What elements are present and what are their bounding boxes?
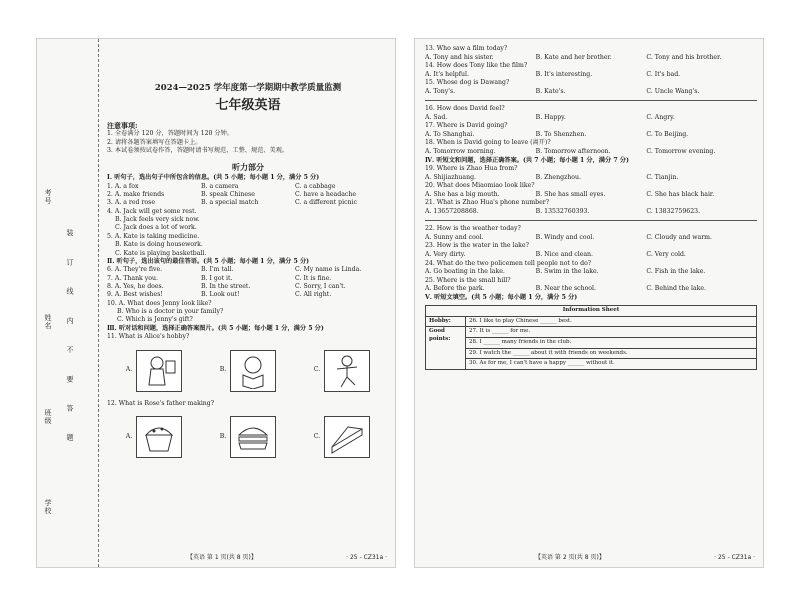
notes-heading: 注意事项: — [107, 121, 138, 131]
blank-26: 26. I like to play Chinese ______ best. — [466, 316, 757, 327]
question-8: 8. A. Yes, he does. B. In the street. C. Sorry, I can't. — [107, 283, 346, 290]
page-1-footer: 【英语 第 1 页(共 8 页)】 — [187, 554, 257, 561]
question-11-pictures: A. B. C. — [107, 344, 389, 398]
question-13-options: A. Tony and his sister. B. Kate and her brother. C. Tony and his brother. — [425, 53, 722, 61]
student-no-label: 考号 — [44, 189, 52, 205]
question-10: 10. A. What does Jenny look like? B. Who is a doctor in your family? C. Which is Jenny's gift? — [107, 299, 224, 324]
question-24: 24. What do the two policemen tell people not to do? — [425, 259, 592, 267]
binding-line-notice: 装 订 线 内 不 要 答 题 — [66, 229, 74, 451]
page-1-content — [107, 45, 389, 466]
girl-dancing-picture — [324, 350, 370, 392]
question-11: 11. What is Alice's hobby? — [107, 333, 190, 341]
question-12: 12. What is Rose's father making? — [107, 399, 215, 407]
class-label: 班级 — [44, 409, 52, 425]
information-sheet-title: Information Sheet — [426, 306, 757, 317]
question-15-options: A. Tony's. B. Kate's. C. Uncle Wang's. — [425, 87, 700, 95]
listening-heading: 听力部分 — [232, 161, 264, 172]
part-1-heading: Ⅰ. 听句子，选出句子中所包含的信息。(共 5 小题；每小题 1 分，满分 5 分) — [107, 174, 320, 182]
blank-29: 29. I watch the ______ about it with friends on weekends. — [466, 348, 757, 359]
page-2-code: · 25 - CZ31a · — [714, 554, 755, 561]
blank-27: 27. It is ______ for me. — [466, 327, 757, 338]
question-9: 9. A. Best wishes! B. Look out! C. All right. — [107, 291, 332, 299]
question-12-pictures: A. B. C. — [107, 410, 389, 464]
hamburger-picture — [230, 416, 276, 458]
subject-title: 七年级英语 — [215, 98, 281, 114]
exam-page-2 — [414, 38, 764, 568]
question-19: 19. Where is Zhao Hua from? — [425, 165, 518, 173]
page-2-content — [425, 45, 757, 370]
question-24-options: A. Go boating in the lake. B. Swim in the lake. C. Fish in the lake. — [425, 268, 706, 276]
girl-painting-picture — [136, 350, 182, 392]
note-1: 1. 全卷满分 120 分，答题时间为 120 分钟。 — [107, 130, 233, 138]
question-18-options: A. Tomorrow morning. B. Tomorrow afternoon. C. Tomorrow evening. — [425, 148, 716, 156]
question-19-options: A. Shijiazhuang. B. Zhengzhou. C. Tianjin. — [425, 173, 679, 181]
divider — [425, 220, 757, 221]
question-7: 7. A. Thank you. B. I got it. C. It is fine. — [107, 274, 332, 282]
question-25-options: A. Before the park. B. Near the school. C. Behind the lake. — [425, 285, 707, 293]
question-15: 15. Whose dog is Dawang? — [425, 79, 510, 87]
hobby-label: Hobby: — [426, 316, 466, 327]
question-3: 3. A. a red rose B. a special match C. a different picnic — [107, 199, 357, 207]
school-label: 学校 — [44, 499, 52, 515]
cupcake-picture — [136, 416, 182, 458]
question-4: 4. A. Jack will get some rest. B. Jack feels very sick now. C. Jack does a lot of work. — [107, 207, 200, 232]
question-5: 5. A. Kate is taking medicine. B. Kate is doing housework. C. Kate is playing basketball. — [107, 232, 207, 257]
question-23-options: A. Very dirty. B. Nice and clean. C. Very cold. — [425, 251, 686, 259]
question-17: 17. Where is David going? — [425, 122, 508, 130]
question-20: 20. What does Miaomiao look like? — [425, 182, 535, 190]
question-18: 18. When is David going to leave (离开)? — [425, 139, 551, 147]
question-16-options: A. Sad. B. Happy. C. Angry. — [425, 113, 675, 121]
question-17-options: A. To Shanghai. B. To Shenzhen. C. To Beijing. — [425, 130, 689, 138]
good-points-label: Good points: — [426, 327, 466, 369]
question-23: 23. How is the water in the lake? — [425, 242, 529, 250]
note-3: 3. 本试卷须按试卷作答，答题时请书写规范、工整、规范、美观。 — [107, 147, 289, 155]
divider — [425, 100, 757, 101]
part-3-heading: Ⅲ. 听对话和问题，选择正确答案图片。(共 5 小题；每小题 1 分，满分 5 分) — [107, 324, 324, 332]
part-5-heading: Ⅴ. 听短文填空。(共 5 小题；每小题 1 分，满分 5 分) — [425, 293, 578, 301]
information-sheet — [425, 305, 757, 369]
question-16: 16. How does David feel? — [425, 105, 505, 113]
question-21-options: A. 13657208868. B. 13532760393. C. 13832759623. — [425, 207, 701, 215]
question-13: 13. Who saw a film today? — [425, 45, 508, 52]
question-14-options: A. It's helpful. B. It's interesting. C. It's bad. — [425, 70, 681, 78]
binding-margin — [37, 39, 99, 567]
question-21: 21. What is Zhao Hua's phone number? — [425, 199, 550, 207]
part-2-heading: Ⅱ. 听句子，选出该句的最佳答语。(共 5 小题；每小题 1 分，满分 5 分) — [107, 257, 310, 265]
note-2: 2. 请将各题答案填写在答题卡上。 — [107, 138, 202, 146]
question-2: 2. A. make friends B. speak Chinese C. have a headache — [107, 191, 356, 199]
blank-30: 30. As for me, I can't have a happy ______ without it. — [466, 359, 757, 370]
question-14: 14. How does Tony like the film? — [425, 62, 528, 70]
page-2-footer: 【英语 第 2 页(共 8 页)】 — [535, 554, 605, 561]
name-label: 姓名 — [44, 314, 52, 330]
question-1: 1. A. a fox B. a camera C. a cabbage — [107, 182, 336, 190]
exam-title: 2024—2025 学年度第一学期期中教学质量监测 — [154, 83, 342, 93]
part-4-heading: Ⅳ. 听短文和问题，选择正确答案。(共 7 小题；每小题 1 分，满分 7 分) — [425, 156, 629, 164]
question-20-options: A. She has a big mouth. B. She has small eyes. C. She has black hair. — [425, 190, 715, 198]
girl-reading-picture — [230, 350, 276, 392]
question-22-options: A. Sunny and cool. B. Windy and cool. C. Cloudy and warm. — [425, 233, 713, 241]
question-6: 6. A. They're five. B. I'm tall. C. My name is Linda. — [107, 266, 362, 274]
question-22: 22. How is the weather today? — [425, 225, 521, 233]
exam-page-1 — [36, 38, 396, 568]
blank-28: 28. I ______ many friends in the club. — [466, 338, 757, 349]
page-1-code: · 25 - CZ31a · — [346, 554, 387, 561]
sandwich-picture — [324, 416, 370, 458]
question-25: 25. Where is the small hill? — [425, 276, 511, 284]
